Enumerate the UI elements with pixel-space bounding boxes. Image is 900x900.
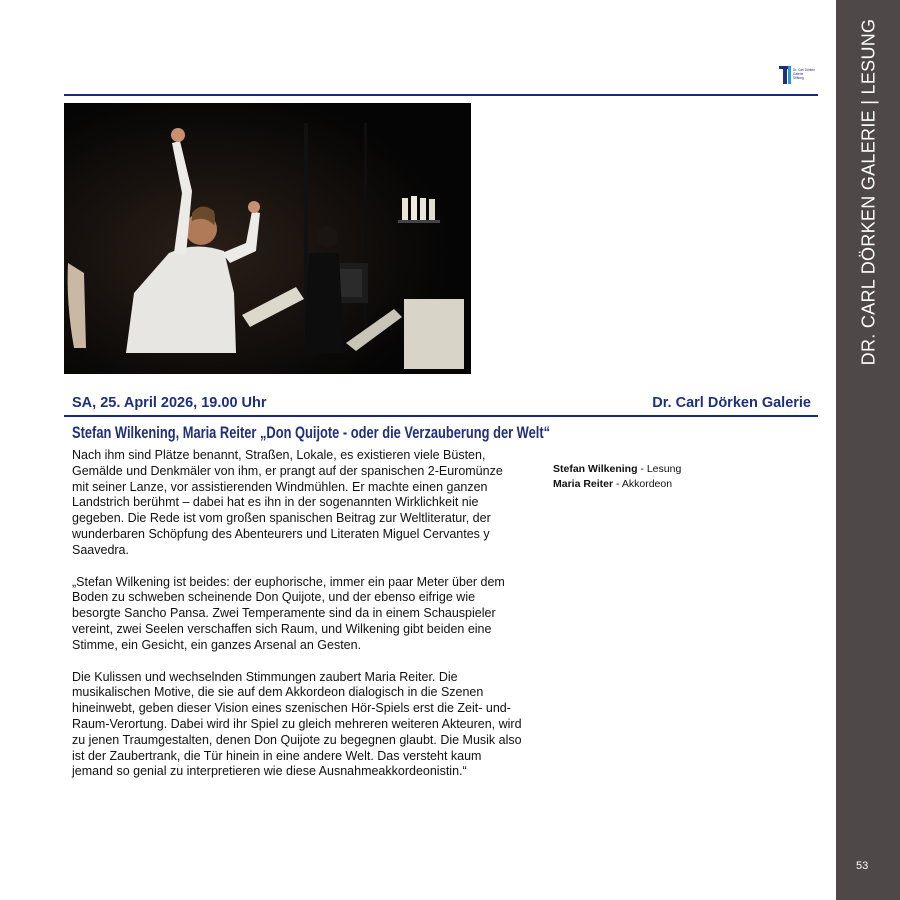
event-venue: Dr. Carl Dörken Galerie xyxy=(652,395,811,411)
event-date: SA, 25. April 2026, 19.00 Uhr xyxy=(72,395,267,411)
credit-name: Maria Reiter xyxy=(553,478,614,490)
performer-credits xyxy=(553,462,681,492)
dorken-stiftung-logo xyxy=(779,64,815,86)
description-paragraph-2: „Stefan Wilkening ist beides: der euphorische, immer ein paar Meter über dem Boden zu schweben scheinende Don Quijote, und der ebenso eifrige wie besorgte Sancho Pansa. Zwei Temperamente sind da in einem Schauspieler vereint, zwei Seelen verschaffen sich Raum, und Wilkening gibt beiden eine Stimme, ein Gesicht, ein ganzes Arsenal an Gesten. xyxy=(72,574,505,652)
credit-line xyxy=(553,462,681,477)
logo-line-2: Galerie xyxy=(793,72,804,76)
credit-role: - Lesung xyxy=(637,463,682,475)
page-number: 53 xyxy=(856,860,869,872)
description-paragraph-1: Nach ihm sind Plätze benannt, Straßen, Lokale, es existieren viele Büsten, Gemälde und Denkmäler von ihm, er prangt auf der spanischen 2-Euromünze mit seiner Lanze, vor assistierenden Windmühlen. Er machte einen ganzen Landstrich berühmt – dabei hat es ihn in der sogenannten Wirklichkeit nie gegeben. Die Rede ist vom großen spanischen Beitrag zur Weltliteratur, der wunderbaren Schöpfung des Abenteurers und Literaten Miguel Cervantes y Saavedra. xyxy=(72,448,503,557)
credit-line xyxy=(553,477,681,492)
sidebar-title: DR. CARL DÖRKEN GALERIE | LESUNG xyxy=(858,18,879,366)
event-rule xyxy=(64,415,818,417)
event-title: Stefan Wilkening, Maria Reiter „Don Quijote - oder die Verzauberung der Welt“ xyxy=(72,424,551,442)
logo-line-3: Stiftung xyxy=(793,76,804,80)
logo-line-1: Dr. Carl Dörken xyxy=(793,68,815,72)
performance-photo xyxy=(64,103,471,374)
description-paragraph-3: Die Kulissen und wechselnden Stimmungen zaubert Maria Reiter. Die musikalischen Motive, die sie auf dem Akkordeon dialogisch in die Szenen hineinwebt, geben dieser Vision eines szenischen Hör-Spiels erst die Zeit- und-Raum-Verortung. Dabei wird ihr Spiel zu gleich mehreren weiteren Akteuren, wird zu jenen Traumgestalten, denen Don Quijote zu begegnen glaubt. Die Musik also ist der Zaubertrank, die Tür hinein in eine andere Welt. Das versteht kaum jemand so genial zu interpretieren wie diese Ausnahmeakkordeonistin.“ xyxy=(72,669,522,779)
credit-role: - Akkordeon xyxy=(613,478,673,490)
header-rule xyxy=(64,94,818,96)
credit-name: Stefan Wilkening xyxy=(553,463,638,475)
event-description xyxy=(72,448,522,796)
